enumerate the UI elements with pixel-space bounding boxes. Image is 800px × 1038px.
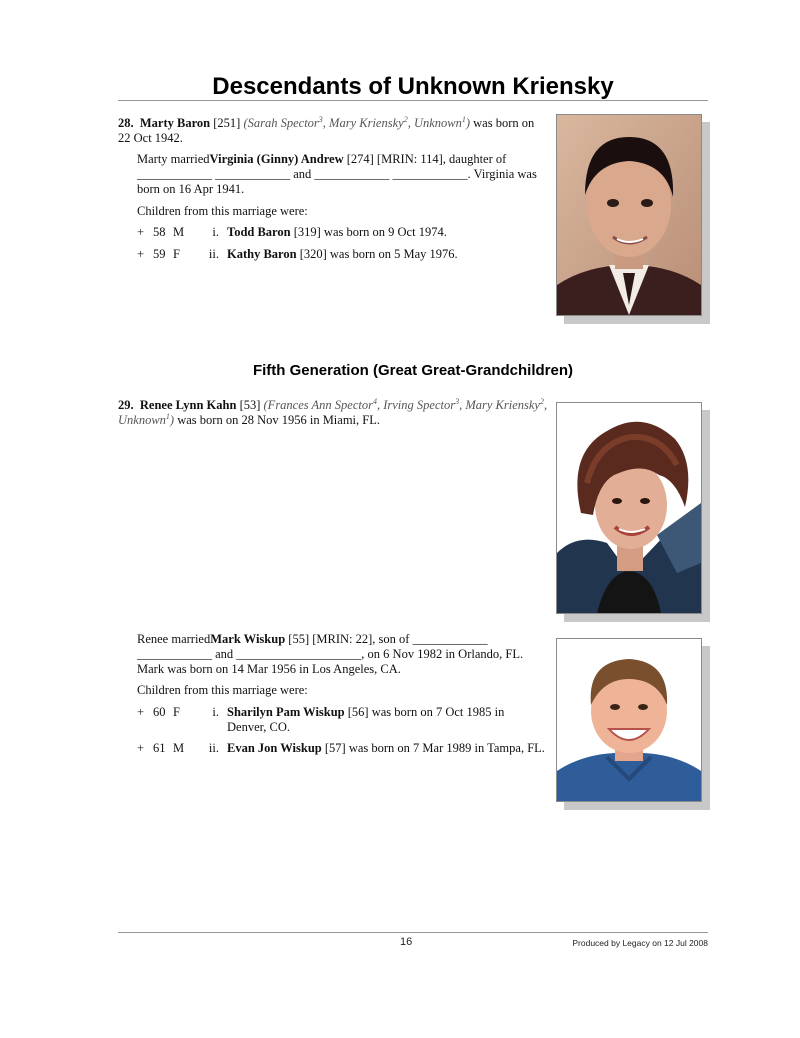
entry-28-children-heading: Children from this marriage were:: [137, 204, 308, 218]
portrait-photo-mark-wiskup: [556, 638, 702, 802]
portrait-young-man-icon: [557, 115, 701, 315]
entry-29-spouse-id: [55]: [288, 632, 310, 646]
portrait-photo-marty-baron: [556, 114, 702, 316]
entry-28-intro: [118, 116, 548, 146]
child-row: + 61 M ii. Evan Jon Wiskup [57] was born on 7 Mar 1989 in Tampa, FL.: [137, 741, 545, 755]
entry-28-spouse-name: Virginia (Ginny) Andrew: [209, 152, 344, 166]
entry-29-children-heading: Children from this marriage were:: [137, 683, 308, 697]
entry-29-spouse-name: Mark Wiskup: [210, 632, 286, 646]
entry-28-number: 28.: [118, 116, 134, 130]
entry-29-number: 29.: [118, 398, 134, 412]
entry-29-name: Renee Lynn Kahn: [139, 398, 237, 412]
produced-by-note: Produced by Legacy on 12 Jul 2008: [572, 938, 708, 948]
page-title: Descendants of Unknown Kriensky: [212, 73, 614, 100]
entry-28-spouse-id: [274]: [346, 152, 374, 166]
entry-28-born: was born on 22 Oct 1942.: [118, 116, 535, 145]
entry-28-name: Marty Baron: [139, 116, 211, 130]
footer-divider: [118, 932, 708, 933]
entry-29-intro: [118, 398, 548, 428]
child-row: + 59 F ii. Kathy Baron [320] was born on 5 May 1976.: [137, 247, 458, 261]
entry-28-lineage: (Sarah Spector$^3$, Mary Kriensky$^2$, Unknown$^1$): [243, 114, 471, 130]
portrait-woman-icon: [557, 403, 701, 613]
title-divider: [118, 100, 708, 101]
portrait-photo-renee-kahn: [556, 402, 702, 614]
child-row: + 58 M i. Todd Baron [319] was born on 9 Oct 1974.: [137, 225, 447, 239]
entry-29-marriage: Renee marriedMark Wiskup [55] [MRIN: 22], son of ____________ ____________ and ____________________, on 6 Nov 1982 in Orlando, FL. Mark was born on 14 Mar 1956 in Los Angeles, CA.: [137, 632, 524, 676]
entry-29-lineage: (Frances Ann Spector$^4$, Irving Spector$^3$, Mary Kriensky$^2$, Unknown$^1$): [118, 396, 548, 427]
child-row: + 60 F i. Sharilyn Pam Wiskup [56] was born on 7 Oct 1985 in Denver, CO.: [137, 705, 505, 734]
page-number: 16: [400, 936, 413, 948]
section-heading-fifth-generation: Fifth Generation (Great Great-Grandchildren): [252, 362, 574, 379]
entry-29-born: was born on 28 Nov 1956 in Miami, FL.: [177, 413, 380, 427]
portrait-man-smiling-icon: [557, 639, 701, 801]
entry-28-marriage: Marty marriedVirginia (Ginny) Andrew [274] [MRIN: 114], daughter of ____________ ____________ and ____________ ____________. Virginia was born on 16 Apr 1941.: [137, 152, 537, 196]
entry-28-id: [251]: [213, 116, 241, 130]
entry-29-id: [53]: [239, 398, 261, 412]
